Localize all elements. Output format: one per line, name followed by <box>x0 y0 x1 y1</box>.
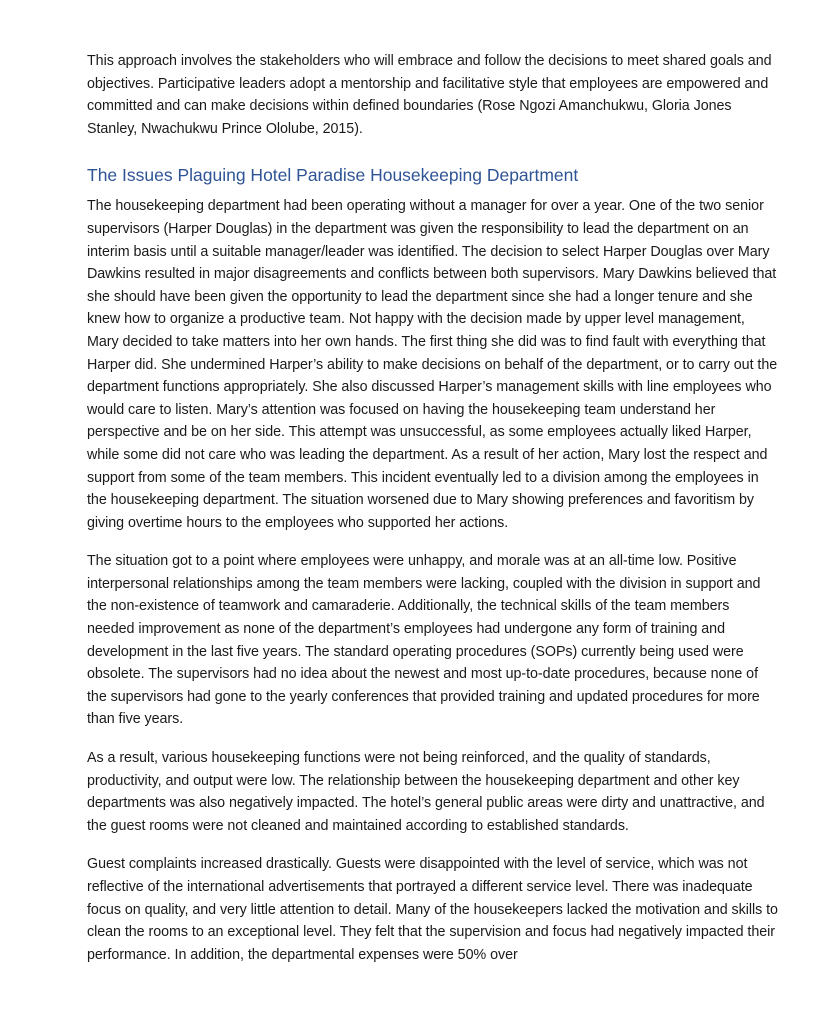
document-page <box>87 50 779 966</box>
section-heading: The Issues Plaguing Hotel Paradise Housekeeping Department <box>87 165 579 186</box>
body-paragraph: As a result, various housekeeping functions were not being reinforced, and the quality of standards, productivity, and output were low. The relationship between the housekeeping department and other key departments was also negatively impacted. The hotel’s general public areas were dirty and unattractive, and the guest rooms were not cleaned and maintained according to established standards. <box>87 750 765 834</box>
intro-paragraph: This approach involves the stakeholders who will embrace and follow the decisions to meet shared goals and objectives. Participative leaders adopt a mentorship and facilitative style that employees are empowered and committed and can make decisions within defined boundaries (Rose Ngozi Amanchukwu, Gloria Jones Stanley, Nwachukwu Prince Ololube, 2015). <box>87 53 772 137</box>
body-paragraph: The housekeeping department had been operating without a manager for over a year. One of the two senior supervisors (Harper Douglas) in the department was given the responsibility to lead the department on an interim basis until a suitable manager/leader was identified. The decision to select Harper Douglas over Mary Dawkins resulted in major disagreements and conflicts between both supervisors. Mary Dawkins believed that she should have been given the opportunity to lead the department since she had a longer tenure and she knew how to organize a productive team. Not happy with the decision made by upper level management, Mary decided to take matters into her own hands. The first thing she did was to find fault with everything that Harper did. She undermined Harper’s ability to make decisions on behalf of the department, or to carry out the department functions appropriately. She also discussed Harper’s management skills with line employees who would care to listen. Mary’s attention was focused on having the housekeeping team understand her perspective and be on her side. This attempt was unsuccessful, as some employees actually liked Harper, while some did not care who was leading the department. As a result of her action, Mary lost the respect and support from some of the team members. This incident eventually led to a division among the employees in the housekeeping department. The situation worsened due to Mary showing preferences and favoritism by giving overtime hours to the employees who supported her actions. <box>87 198 778 531</box>
body-paragraph: The situation got to a point where employees were unhappy, and morale was at an all-time low. Positive interpersonal relationships among the team members were lacking, coupled with the division in support and the non-existence of teamwork and camaraderie. Additionally, the technical skills of the team members needed improvement as none of the department’s employees had undergone any form of training and development in the last five years. The standard operating procedures (SOPs) currently being used were obsolete. The supervisors had no idea about the newest and most up-to-date procedures, because none of the supervisors had gone to the yearly conferences that provided training and updated procedures for more than five years. <box>87 553 761 728</box>
body-paragraph: Guest complaints increased drastically. Guests were disappointed with the level of service, which was not reflective of the international advertisements that portrayed a different service level. There was inadequate focus on quality, and very little attention to detail. Many of the housekeepers lacked the motivation and skills to clean the rooms to an exceptional level. They felt that the supervision and focus had negatively impacted their performance. In addition, the departmental expenses were 50% over <box>87 856 778 963</box>
